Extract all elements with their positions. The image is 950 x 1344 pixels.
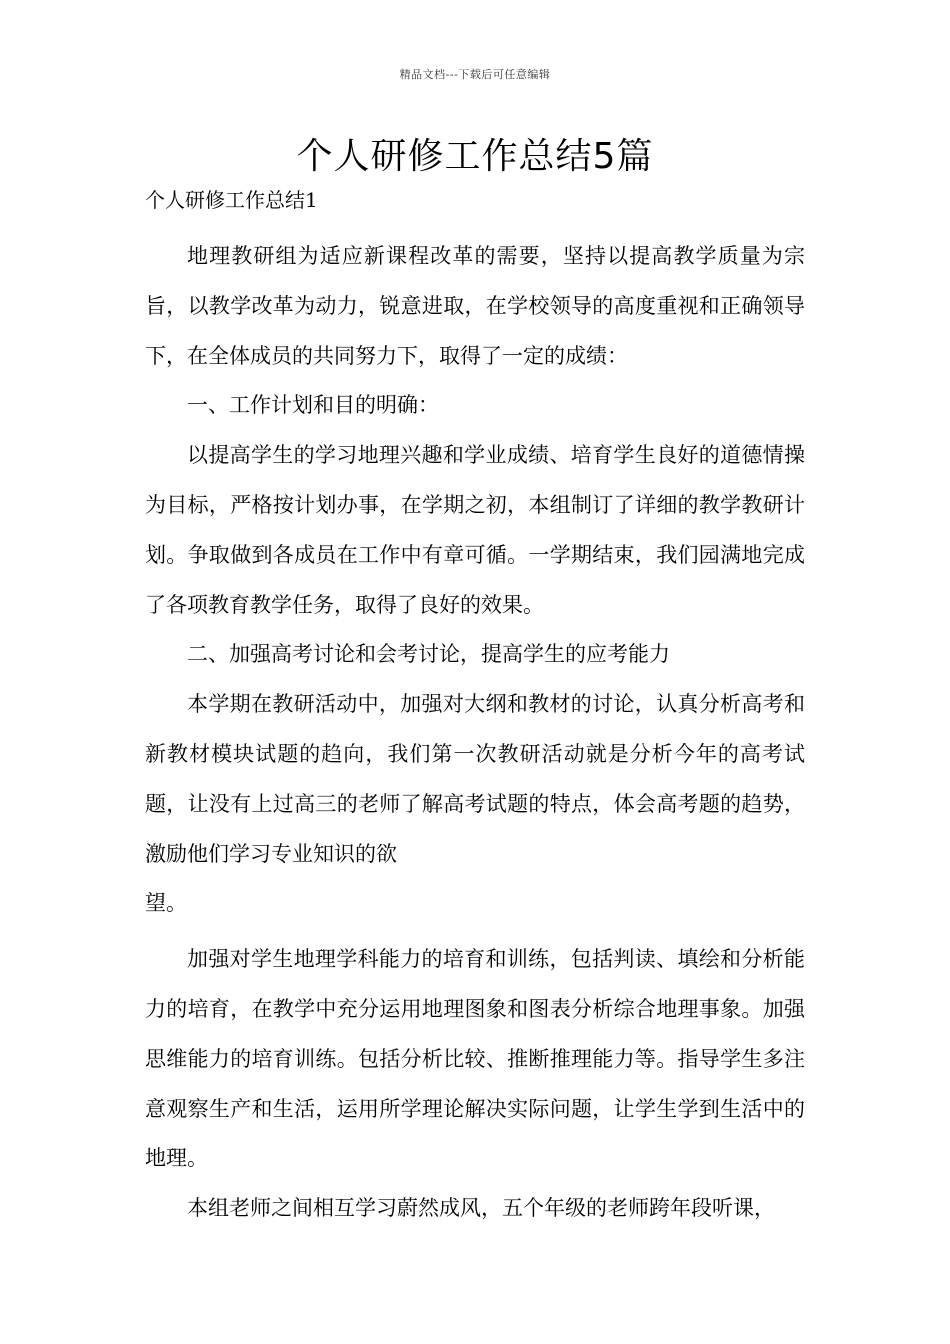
paragraph-ability-training: 加强对学生地理学科能力的培育和训练，包括判读、填绘和分析能力的培育，在教学中充分运用地理图象和图表分析综合地理事象。加强思维能力的培育训练。包括分析比较、推断推理能力等。指导学生多注意观察生产和生活，运用所学理论解决实际问题，让学生学到生活中的地理。 xyxy=(145,947,805,1171)
paragraph-heading-2: 二、加强高考讨论和会考讨论，提高学生的应考能力 xyxy=(187,642,670,667)
document-title: 个人研修工作总结5篇 xyxy=(296,136,654,177)
section-heading: 个人研修工作总结1 xyxy=(145,188,318,212)
paragraph-continuation: 望。 xyxy=(145,891,187,916)
document-body xyxy=(145,232,805,1234)
page-header-note: 精品文档---下载后可任意编辑 xyxy=(399,68,551,81)
paragraph-intro: 地理教研组为适应新课程改革的需要，坚持以提高教学质量为宗旨，以教学改革为动力，锐意进取，在学校领导的高度重视和正确领导下，在全体成员的共同努力下，取得了一定的成绩： xyxy=(145,244,805,368)
paragraph-exam-research: 本学期在教研活动中，加强对大纲和教材的讨论，认真分析高考和新教材模块试题的趋向，我们第一次教研活动就是分析今年的高考试题，让没有上过高三的老师了解高考试题的特点，体会高考题的趋势，激励他们学习专业知识的欲 xyxy=(145,692,805,866)
paragraph-mutual-learning: 本组老师之间相互学习蔚然成风，五个年级的老师跨年段听课， xyxy=(187,1196,775,1221)
paragraph-plan: 以提高学生的学习地理兴趣和学业成绩、培育学生良好的道德情操为目标，严格按计划办事，在学期之初，本组制订了详细的教学教研计划。争取做到各成员在工作中有章可循。一学期结束，我们园满地完成了各项教育教学任务，取得了良好的效果。 xyxy=(145,443,805,617)
paragraph-heading-1: 一、工作计划和目的明确： xyxy=(187,393,439,418)
